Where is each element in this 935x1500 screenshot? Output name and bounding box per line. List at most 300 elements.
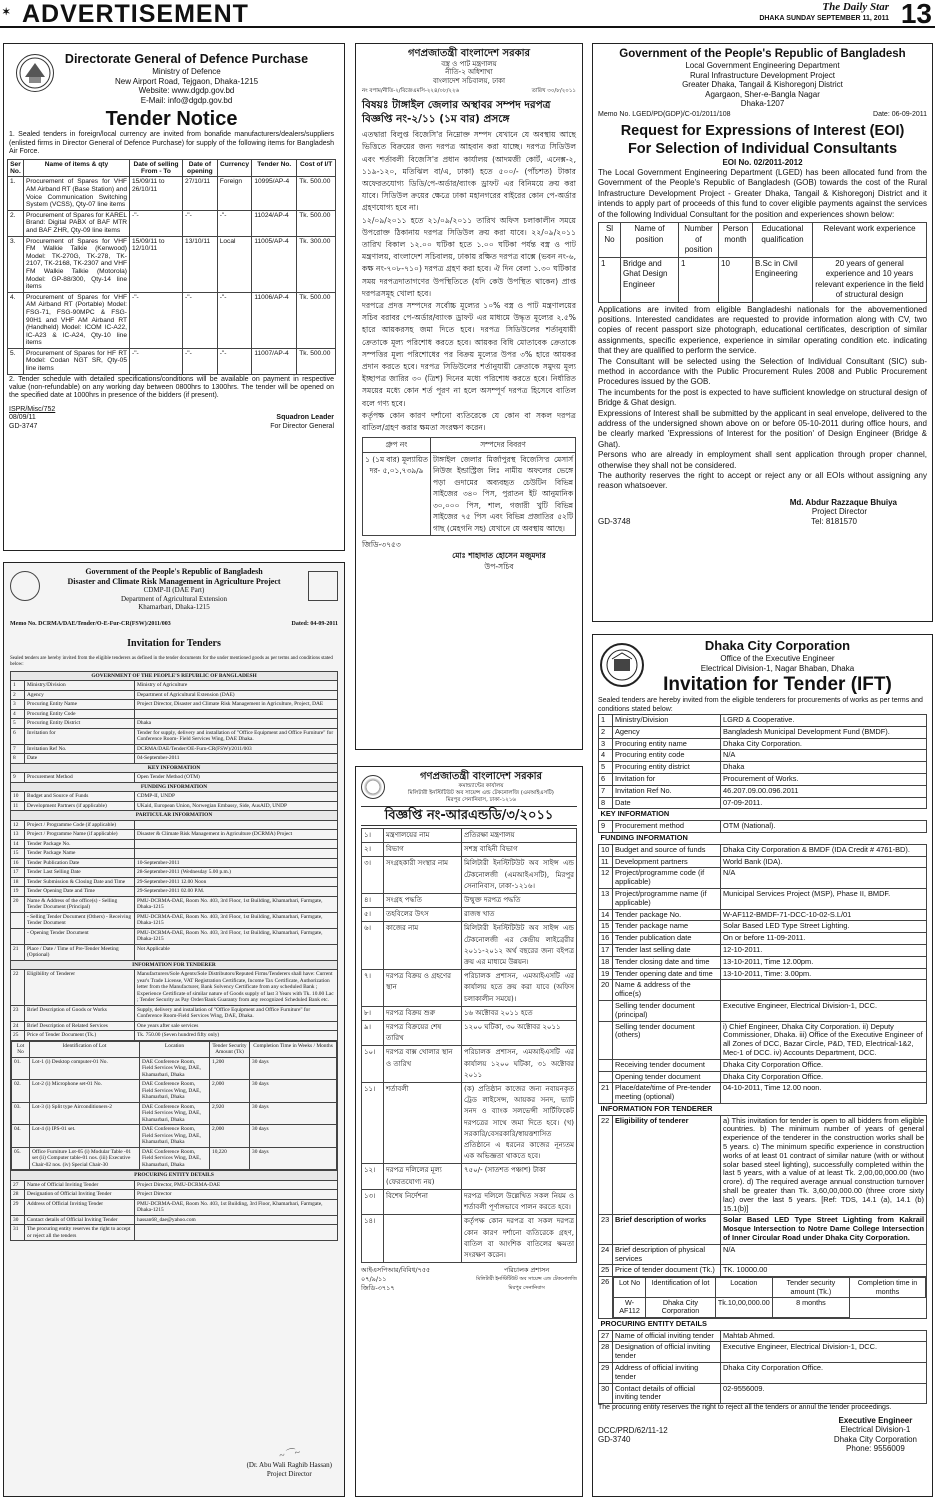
dgdp-header-cell: Tender No. — [252, 159, 297, 177]
field-value: Municipal Services Project (MSP), Phase II, BMDF. — [721, 888, 927, 909]
field-label: Brief Description of Related Services — [25, 1021, 135, 1031]
lot-no: 05. — [12, 1147, 30, 1170]
table-row — [362, 894, 577, 908]
row-no: 1 — [11, 681, 25, 691]
field-label: Brief description of works — [613, 1215, 721, 1244]
dcc-funding-row — [599, 832, 927, 844]
field-label: Date — [613, 797, 721, 809]
table-row — [599, 762, 927, 774]
row-no — [11, 928, 25, 944]
dae-procuring-row — [11, 1171, 338, 1181]
field-label: Tender closing date and time — [613, 956, 721, 968]
field-label: Designation of official inviting tender — [613, 1342, 721, 1363]
textile-table — [362, 437, 576, 536]
table-row — [11, 839, 338, 849]
dcc-intro: Sealed tenders are hereby invited from the eligible tenderers for procurements of works as per terms and conditions stated below: — [598, 697, 923, 713]
lot-location: DAE Conference Room, Field Services Wing, DAE, Khamarbari, Dhaka — [140, 1102, 210, 1125]
dgdp-header-cell: Currency — [217, 159, 252, 177]
lot-header-cell: Tender Security Amount (Tk) — [210, 1041, 250, 1057]
field-label: Selling tender document (others) — [613, 1021, 721, 1059]
field-value: Executive Engineer, Electrical Division-1, DCC. — [721, 1342, 927, 1363]
field-value: দরপত্র দলিলে উল্লেখিত সকল নিয়ম ও শর্তাবলী পূর্ণাঙ্গভাবে পালন করতে হবে। — [462, 1189, 577, 1214]
mist-sign: পরিচালক প্রশাসন — [503, 1266, 550, 1275]
field-label: দরপত্র বিক্রয় শুরু — [384, 1006, 462, 1020]
row-no: 3 — [599, 738, 613, 750]
dcc-info-tenderer-row — [599, 1103, 927, 1115]
row-no: 22 — [11, 970, 25, 1006]
lged-p6: Persons who are already in employment shall sent application through proper channel, otherwise they shall not be considered. — [598, 450, 927, 470]
table-row — [599, 1265, 927, 1277]
lged-table — [598, 222, 927, 303]
field-value: Bangladesh Municipal Development Fund (BMDF). — [721, 726, 927, 738]
table-row — [362, 1189, 577, 1214]
dae-gov-row: GOVERNMENT OF THE PEOPLE'S REPUBLIC OF BANGLADESH — [11, 671, 338, 681]
field-value: N/A — [721, 868, 927, 889]
dgdp-header-row — [8, 159, 336, 177]
row-no: 6 — [11, 728, 25, 744]
page-number: 13 — [900, 0, 932, 29]
textile-th-asset: সম্পদের বিবরণ — [431, 438, 576, 453]
table-row — [599, 1000, 927, 1021]
field-label: Procuring entity name — [613, 738, 721, 750]
field-label: দরপত্র দলিলের মূল্য (ফেরতযোগ্য নয়) — [384, 1164, 462, 1189]
row-no: 11 — [11, 801, 25, 811]
row-no — [11, 912, 25, 928]
field-value: 29-September-2011 02.00 P.M. — [135, 887, 338, 897]
dgdp-table — [7, 159, 336, 375]
textile-signer-title: উপ-সচিব — [484, 562, 514, 572]
field-label: সংগ্রহ পদ্ধতি — [384, 894, 462, 908]
table-row — [11, 792, 338, 802]
table-row — [362, 1006, 577, 1020]
dae-lots-row — [11, 1040, 338, 1171]
table-row — [11, 858, 338, 868]
field-value — [135, 709, 338, 719]
field-value: 12-10-2011. — [721, 944, 927, 956]
field-value: PMU-DCRMA-DAE, Room No. 403, 3rd Floor, 1st Building, Khamarbari, Farmgate, Dhaka-1215 — [135, 928, 338, 944]
issue-date: DHAKA SUNDAY SEPTEMBER 11, 2011 — [759, 15, 889, 22]
opening-date: -"- — [183, 210, 218, 236]
opening-date: 13/10/11 — [183, 236, 218, 292]
field-value: 13-10-2011, Time 12.00pm. — [721, 956, 927, 968]
row-no: ২। — [362, 843, 384, 857]
dcc-s2: Electrical Division-1 — [840, 1425, 911, 1435]
field-label: বিশেষ নির্দেশনা — [384, 1189, 462, 1214]
table-row — [599, 1083, 927, 1104]
table-row — [362, 908, 577, 922]
table-row — [11, 877, 338, 887]
table-row — [11, 801, 338, 811]
dgdp-refdate: 08/09/11 — [9, 414, 36, 422]
dae-particular: PARTICULAR INFORMATION — [11, 811, 338, 821]
ser-no: 5. — [8, 348, 24, 374]
sl-no: 1 — [599, 257, 621, 302]
lged-gov: Government of the People's Republic of Bangladesh — [619, 48, 906, 60]
field-value: LGRD & Cooperative. — [721, 715, 927, 727]
field-label: Contact details of Official Inviting Tender — [25, 1215, 135, 1225]
opening-date: 27/10/11 — [183, 177, 218, 210]
dae-title: Invitation for Tenders — [127, 637, 221, 649]
row-no: 20 — [599, 980, 613, 1001]
row-no: 25 — [11, 1031, 25, 1041]
field-label: Receiving tender document — [613, 1059, 721, 1071]
lot-location: DAE Conference Room, Field Services Wing, DAE, Khamarbari, Dhaka — [140, 1080, 210, 1103]
field-value: 02-9556009. — [721, 1383, 927, 1404]
field-label: Price of Tender Document (Tk.) — [25, 1031, 135, 1041]
row-no: 13 — [11, 830, 25, 840]
lot-location: DAE Conference Room, Field Services Wing, DAE, Khamarbari, Dhaka — [140, 1147, 210, 1170]
field-label: Tender package No. — [613, 909, 721, 921]
field-label: Price of tender document (Tk.) — [613, 1265, 721, 1277]
qualification: B.Sc in Civil Engineering — [753, 257, 813, 302]
dae-gov: Government of the People's Republic of Bangladesh — [85, 567, 263, 576]
row-no: 27 — [11, 1180, 25, 1190]
field-value: ১৬ অক্টোবর ২০১১ হতে — [462, 1006, 577, 1020]
row-no: 12 — [11, 820, 25, 830]
tender-no: 11024/AP-4 — [252, 210, 297, 236]
lot-completion: 30 days — [250, 1102, 337, 1125]
dgdp-header-cell: Cost of I/T — [297, 159, 336, 177]
field-label: Address of Official Inviting Tender — [25, 1199, 135, 1215]
field-value: ৭৫০/- (সাতশত পঞ্চাশ) টাকা — [462, 1164, 577, 1189]
dgdp-header-cell: Ser No. — [8, 159, 24, 177]
field-value: Tk. 750.00 (Seven hundred fifty only) — [135, 1031, 338, 1041]
table-row — [11, 719, 338, 729]
dgdp-sign1: Squadron Leader — [276, 414, 334, 422]
lot-row — [614, 1298, 926, 1318]
table-row — [11, 773, 338, 783]
table-row — [11, 820, 338, 830]
field-label: Name of official inviting tender — [613, 1330, 721, 1342]
field-value: One years after sale services — [135, 1021, 338, 1031]
dae-cdmp: CDMP-II (DAE Part) — [143, 586, 205, 595]
table-row — [362, 1021, 577, 1046]
textile-gov: গণপ্রজাতন্ত্রী বাংলাদেশ সরকার — [408, 48, 530, 59]
mist-sign3: মিরপুর সেনানিবাস — [508, 1285, 545, 1292]
currency: -"- — [217, 348, 252, 374]
field-value: Dhaka City Corporation Office. — [721, 1071, 927, 1083]
row-no: 2 — [599, 726, 613, 738]
tender-no: 11006/AP-4 — [252, 292, 297, 348]
field-label: Tender opening date and time — [613, 968, 721, 980]
table-row — [11, 700, 338, 710]
row-no: ৯। — [362, 1021, 384, 1046]
table-row — [362, 857, 577, 894]
lot-header-cell: Location — [715, 1278, 772, 1298]
field-value: World Bank (IDA). — [721, 856, 927, 868]
position: Bridge and Ghat Design Engineer — [621, 257, 679, 302]
row-no: 2 — [11, 690, 25, 700]
section-title: ADVERTISEMENT — [22, 0, 249, 28]
tender-no: 11007/AP-4 — [252, 348, 297, 374]
dae-addr: Khamarbari, Dhaka-1215 — [138, 603, 210, 611]
field-label: Ministry/Division — [25, 681, 135, 691]
table-row — [599, 1244, 927, 1265]
lged-signer: Md. Abdur Razzaque Bhuiya — [789, 497, 897, 507]
field-value: উন্মুক্ত দরপত্র পদ্ধতি — [462, 894, 577, 908]
selling-date: 15/09/11 to 12/10/11 — [130, 236, 183, 292]
field-value: পরিচালক প্রশাসন, এমআইএসটি এর কার্যালয় ১২০০ ঘটিকা, ৩১ অক্টোবর ২০১১ — [462, 1046, 577, 1083]
table-row — [11, 970, 338, 1006]
field-label: Date — [25, 754, 135, 764]
table-row — [11, 1021, 338, 1031]
table-row — [599, 921, 927, 933]
field-label: Designation of Official Inviting Tender — [25, 1190, 135, 1200]
field-label: Place / Date / Time of Pre-Tender Meeting (Optional) — [25, 944, 135, 960]
dgdp-title: Tender Notice — [105, 108, 238, 131]
field-label: - Selling Tender Document (Others) - Receiving Tender Document — [25, 912, 135, 928]
lot-identification: Lot-1 (i) Desktop computer-01 No. — [30, 1057, 140, 1080]
dgdp-tender-ad — [3, 43, 345, 551]
table-row — [599, 1059, 927, 1071]
textile-th-group: গ্রুপ নং — [363, 438, 431, 453]
field-label: Brief Description of Goods or Works — [25, 1005, 135, 1021]
lot-identification: Lot-2 (i) Microphone set-01 No. — [30, 1080, 140, 1103]
lged-area: Greater Dhaka, Tangail & Kishoregonj District — [682, 80, 843, 90]
field-label: Procuring Entity Name — [25, 700, 135, 710]
lged-date: Date: 06-09-2011 — [873, 110, 927, 118]
table-row — [599, 1115, 927, 1215]
table-row — [362, 1164, 577, 1189]
table-row — [11, 1180, 338, 1190]
row-no: 4 — [11, 709, 25, 719]
field-value: Open Tender Method (OTM) — [135, 773, 338, 783]
currency: -"- — [217, 292, 252, 348]
dae-signature — [247, 1449, 332, 1478]
row-no: 14 — [599, 909, 613, 921]
textile-asset: টাঙ্গাইল জেলার মির্জাপুরস্থ বিজেসি'র মেসার্স নিউজ ইন্ডাস্ট্রিজ লিঃ নামীয় অফলের ভেঙ্গে পড়া গুদামের অব্যবহৃত চেউটিন বিভিন্ন সাইজের ৩৪০ পিস, পুরাতন ইট আনুমানিক ৩০,০০০ পিস, শাল, গজারী খুটি বিভিন্ন সাইজের ৭৫ পিস এবং বিভিন্ন প্রজাতির ৫২টি গাছ (মেহগনি সহ) যেখানে যে অবস্থায় আছে। — [431, 452, 576, 536]
field-label: মন্ত্রণালয়ের নাম — [384, 829, 462, 843]
row-no: 27 — [599, 1330, 613, 1342]
field-value: PMU-DCRMA-DAE, Room No. 403, 3rd Floor, 1st Building, Khamarbari, Farmgate, Dhaka-1215 — [135, 896, 338, 912]
dae-infotender: INFORMATION FOR TENDERER — [11, 960, 338, 970]
cdmp-logo-icon — [308, 571, 338, 601]
field-label: Project / Programme Name (if applicable) — [25, 830, 135, 840]
ser-no: 1. — [8, 177, 24, 210]
selling-date: -"- — [130, 292, 183, 348]
field-label: Tender Package No. — [25, 839, 135, 849]
table-row — [599, 968, 927, 980]
table-row — [599, 1342, 927, 1363]
row-no: 17 — [11, 868, 25, 878]
lged-p4: The incumbents for the post is expected to have sufficient knowledge on structural design of Bridge & Ghat design. — [598, 387, 927, 408]
field-value — [135, 1225, 338, 1241]
field-label: দরপত্র বিক্রয়ের শেষ তারিখ — [384, 1021, 462, 1046]
dcc-lot-row — [599, 1277, 927, 1319]
opening-date: -"- — [183, 348, 218, 374]
table-row — [599, 750, 927, 762]
lged-project: Rural Infrastructure Development Project — [690, 70, 835, 80]
table-row — [11, 709, 338, 719]
field-label: Address of official inviting tender — [613, 1363, 721, 1384]
row-no: 23 — [11, 1005, 25, 1021]
field-value: Solar Based LED Type Street Lighting. — [721, 921, 927, 933]
lged-p2: Applications are invited from eligible Bangladeshi nationals for the abovementioned positions. Interested candidates are requested to provide information along with CV, two copies of recent passport size photograph, educational certificates, description of similar assignments, specific experience, experience in similar operating condition etc. indicating that they are qualified to perform the service. — [598, 304, 927, 356]
selling-date: -"- — [130, 210, 183, 236]
row-no: 30 — [11, 1215, 25, 1225]
textile-group: ১ (১ম বার) মূল্যায়িত দর- ৫,০১,৭৩৯/৯ — [363, 452, 431, 536]
field-value: Dhaka — [721, 762, 927, 774]
field-label: দরপত্র বিক্রয় ও গ্রহণের স্থান — [384, 970, 462, 1007]
table-row — [11, 868, 338, 878]
textile-secretariat: বাংলাদেশ সচিবালয়, ঢাকা — [432, 76, 506, 85]
table-row — [11, 896, 338, 912]
paper-name: The Daily Star — [822, 1, 889, 13]
table-row — [11, 728, 338, 744]
field-value: Dhaka City Corporation. — [721, 738, 927, 750]
table-row — [599, 1330, 927, 1342]
field-value: Project Director — [135, 1190, 338, 1200]
field-value: 04-10-2011, Time 12.00 noon. — [721, 1083, 927, 1104]
row-no: 21 — [11, 944, 25, 960]
field-value: মিলিটারী ইনস্টিটিউট অব সাইন্স এন্ড টেকনোলজী এর কেন্দ্রীয় লাইব্রেরীর ২০১১-২০১২ অর্থ বছরের জন্য বইপত্র ক্রয় এর মাধ্যমে উন্নয়ন। — [462, 922, 577, 970]
field-value: Project Director, PMU-DCRMA-DAE — [135, 1180, 338, 1190]
table-row — [11, 690, 338, 700]
lot-completion: 30 days — [250, 1125, 337, 1148]
cost: Tk. 300.00 — [297, 236, 336, 292]
field-label: শর্তাবলী — [384, 1083, 462, 1164]
item-name: Procurement of Spares for HF RT Model: Codan NGT SR, Qty-05 line items — [23, 348, 129, 374]
field-value: Dhaka — [135, 719, 338, 729]
dgdp-address: New Airport Road, Tejgaon, Dhaka-1215 — [114, 76, 259, 86]
row-no — [599, 1000, 613, 1021]
dcc-procuring-row — [599, 1318, 927, 1330]
currency: Local — [217, 236, 252, 292]
dae-keyinfo-row — [11, 763, 338, 773]
person-month: 10 — [719, 257, 753, 302]
mist-refdate: ০৭/৯/১১ — [361, 1275, 387, 1284]
lot-header-cell: Lot No — [614, 1278, 646, 1298]
field-label: Selling tender document (principal) — [613, 1000, 721, 1021]
textile-subject: বিষয়ঃ টাঙ্গাইল জেলার অস্থাবর সম্পদ দরপত্র বিজ্ঞপ্তি নং-২/১১ (১ম বার) প্রসঙ্গে — [362, 99, 551, 126]
table-row — [11, 912, 338, 928]
field-label: Name & Address of the office(s) - Selling Tender Document (Principal) — [25, 896, 135, 912]
field-label: Invitation Ref No. — [25, 744, 135, 754]
table-row — [11, 887, 338, 897]
lged-city: Dhaka-1207 — [740, 99, 785, 109]
lot-location: Tk.10,00,000.00 — [715, 1298, 772, 1318]
field-value — [135, 849, 338, 859]
table-row — [599, 856, 927, 868]
field-value: TK. 10000.00 — [721, 1265, 927, 1277]
field-label: Name & address of the office(s) — [613, 980, 721, 1001]
table-row — [11, 928, 338, 944]
field-value: Dhaka City Corporation Office. — [721, 1363, 927, 1384]
row-no: 30 — [599, 1383, 613, 1404]
dcc-lot-table — [613, 1277, 926, 1318]
row-no: 5 — [599, 762, 613, 774]
textile-date: তারিখ ৩০/৮/২০১১ — [531, 88, 576, 95]
dae-memo: Memo No. DCRMA/DAE/Tender/O-E-Fur-CR(FSW)/2011/003 — [10, 621, 171, 628]
field-value: N/A — [721, 750, 927, 762]
field-label: বিভাগ — [384, 843, 462, 857]
row-no: 20 — [11, 896, 25, 912]
currency: -"- — [217, 210, 252, 236]
item-name: Procurement of Spares for VHF AM Airband RT (Portable) Model: FSG-71, FSG-90MPC & FSG-90H1 and VHF AM Airband RT (Handheld) Model: ICOM IC-A22, IC-A23 & IC-A24, Qty-10 line items — [23, 292, 129, 348]
field-label: Tender last selling date — [613, 944, 721, 956]
lot-completion: 30 days — [250, 1147, 337, 1170]
table-row — [599, 980, 927, 1001]
field-value: Manufacturers/Sole Agents/Sole Distributors/Reputed Firms/Tenderers shall have: Current year's Trade License, VAT Registration Certificate, Income Tax Certificate, Authorization letter from the Manufacturer, Bank Solvency Certificate from any scheduled Bank ; Experience Certificate of similar nature of Goods supply of last 3 Years with Tk. 10.00 Lac ; Tender Security as Pay Order/Bank Guaranty from any recognized Scheduled Bank etc. — [135, 970, 338, 1006]
table-row — [599, 956, 927, 968]
field-value: hassan68_dae@yahoo.com — [135, 1215, 338, 1225]
cost: Tk. 500.00 — [297, 292, 336, 348]
bd-emblem-icon — [361, 775, 385, 799]
selling-date: -"- — [130, 348, 183, 374]
field-value: সশস্ত্র বাহিনী বিভাগ — [462, 843, 577, 857]
tender-no: 10995/AP-4 — [252, 177, 297, 210]
lot-row — [12, 1125, 337, 1148]
row-no: 23 — [599, 1215, 613, 1244]
row-no: 22 — [599, 1115, 613, 1215]
field-value: 04-September-2011 — [135, 754, 338, 764]
row-no: ১৪। — [362, 1215, 384, 1263]
cost: Tk. 500.00 — [297, 210, 336, 236]
textile-body4: কর্তৃপক্ষ কোন কারণ দর্শানো ব্যতিরেকে যে কোন বা সকল দরপত্র বাতিল/গ্রহণ করার ক্ষমতা সংরক্ষণ করেন। — [362, 410, 576, 433]
row-no: 7 — [599, 785, 613, 797]
lot-row — [12, 1147, 337, 1170]
field-label: Eligibility of tenderer — [613, 1115, 721, 1215]
field-value: PMU-DCRMA-DAE, Room No. 403, 3rd Floor, 1st Building, Khamarbari, Farmgate, Dhaka-1215 — [135, 912, 338, 928]
row-no: 16 — [11, 858, 25, 868]
textile-gd: জিডি-৩৭৫৩ — [362, 540, 401, 550]
item-name: Procurement of Spares for VHF FM Walkie Talkie (Kenwood) Model: TK-270G, TK-278, TK-2107, TK-2168, TK-2307 and VHF FM Walkie Talkie (Motorola) Model: GP-88/300, Qty-14 line items — [23, 236, 129, 292]
dcc-info-tenderer: INFORMATION FOR TENDERER — [599, 1103, 927, 1115]
field-value: PMU-DCRMA-DAE, Room No. 403, 1st Building, 3rd Floor, Khamarbari, Farmgate, Dhaka-1215 — [135, 1199, 338, 1215]
dcc-s4: Phone: 9556009 — [846, 1444, 905, 1454]
dgdp-sign2: For Director General — [270, 422, 334, 430]
field-label: Procuring Entity District — [25, 719, 135, 729]
textile-ministry-ad — [355, 43, 583, 750]
row-no: ৫। — [362, 908, 384, 922]
row-no: 29 — [11, 1199, 25, 1215]
field-value: Executive Engineer, Electrical Division-1, DCC. — [721, 1000, 927, 1021]
field-value: UKaid, European Union, Norwegian Embassy, Side, AusAID, UNDP — [135, 801, 338, 811]
field-label: Agency — [25, 690, 135, 700]
lot-security: 2,000 — [210, 1125, 250, 1148]
field-value — [135, 820, 338, 830]
field-label: Invitation Ref No. — [613, 785, 721, 797]
mist-title: বিজ্ঞপ্তি নং-আরএন্ডডি/৩/২০১১ — [361, 806, 577, 826]
row-no — [599, 1059, 613, 1071]
dgdp-ministry: Ministry of Defence — [152, 67, 221, 76]
row-no: 28 — [11, 1190, 25, 1200]
lot-identification: Dhaka City Corporation — [646, 1298, 716, 1318]
lot-no: W-AF112 — [614, 1298, 646, 1318]
table-row — [11, 1031, 338, 1041]
table-row — [599, 909, 927, 921]
row-no: 15 — [599, 921, 613, 933]
lged-dept: Local Government Engineering Department — [685, 61, 840, 70]
row-no: 16 — [599, 933, 613, 945]
field-value: DCRMA/DAE/Tender/OE-Furn-CR(FSW)/2011/003 — [135, 744, 338, 754]
table-row — [599, 797, 927, 809]
field-label: Project/programme name (if applicable) — [613, 888, 721, 909]
dae-signer: (Dr. Abu Wali Raghib Hassan) — [246, 1461, 332, 1470]
lot-header-cell: Location — [140, 1041, 210, 1057]
field-value: Supply, delivery and installation of "Office Equipment and Office Furniture" for Conference Room-Field Services Wing, DAE, Dhaka. — [135, 1005, 338, 1021]
row-no: 12 — [599, 868, 613, 889]
dcc-foot: The procuring entity reserves the right to reject all the tenders or annul the tender proceedings. — [598, 1404, 892, 1412]
dgdp-ref: ISPR/Misc/752 — [9, 405, 56, 413]
textile-body2: ১২/০৯/২০১১ হতে ২১/০৯/২০১১ তারিখ অফিস চলাকালীন সময়ে উপরোক্ত ঠিকানায় দরপত্র সিডিউল ক্রয় করা যাবে। ২২/০৯/২০১১ তারিখ বিকাল ১২.০০ ঘটিকা হতে ১.০০ ঘটিকা পর্যন্ত বস্ত্র ও পাট মন্ত্রণালয়, বাংলাদেশ সচিবালয়, ঢাকায় রক্ষিত দরপত্র বাক্সে (ভবন নং-৬, কক্ষ নং-৭০৮-৭১০) দরপত্র গ্রহণ করা হবে। ঐ দিন বেলা ১.৩০ ঘটিকার সময় দরপত্রদাতাগণের উপস্থিতিতে (যদি কেউ উপস্থিত থাকেন) প্রাপ্ত দরপত্রসমূহ খোলা হবে। — [362, 215, 576, 298]
opening-date: -"- — [183, 292, 218, 348]
lged-p5: Expressions of Interest shall be submitted by the applicant in seal envelope, delivered to the address of the undersigned shown above on or before 05-10-2011 during office hours, and be clearly marked 'Expressions of Interest for the position' of Design Engineer (Bridge & Ghat). — [598, 408, 927, 449]
row-no: ৭। — [362, 970, 384, 1007]
lot-identification: Lot-3 (i) Split type Airconditioners-2 — [30, 1102, 140, 1125]
lged-tel: Tel: 8181570 — [811, 517, 857, 526]
dae-funding-row — [11, 782, 338, 792]
